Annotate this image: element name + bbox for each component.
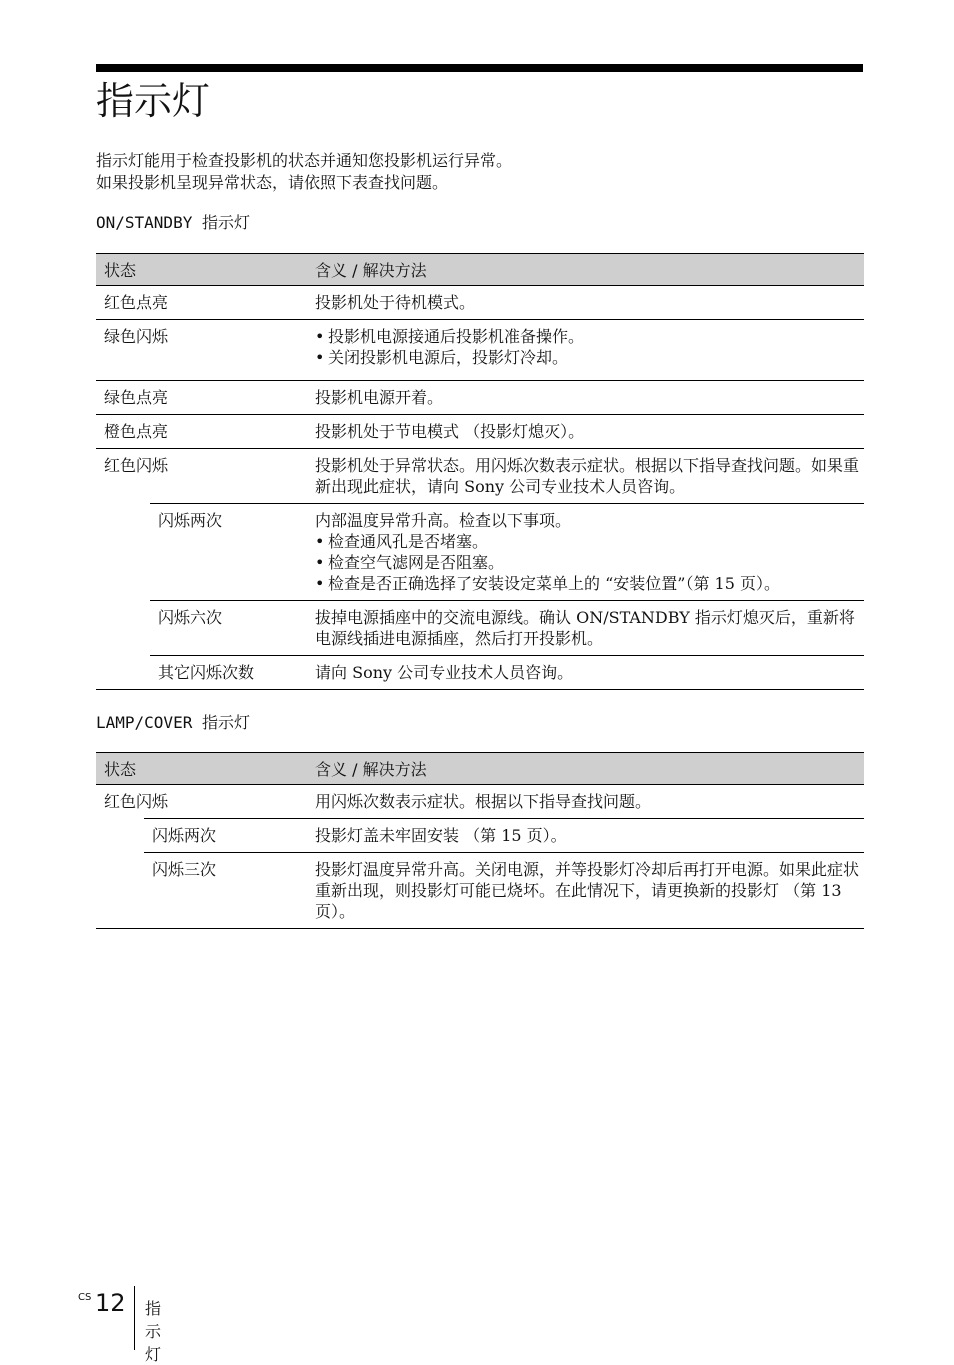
meaning-cell: 投影机电源开着。 [307, 381, 864, 415]
meaning-cell: 用闪烁次数表示症状。根据以下指导查找问题。 [315, 792, 652, 811]
table-subrow [96, 601, 864, 656]
table-subrow [96, 853, 864, 929]
meaning-cell: 投影灯盖未牢固安装 （第 15 页）。 [307, 819, 864, 853]
lamp-cover-label: LAMP/COVER 指示灯 [96, 713, 250, 732]
table-header-row [96, 753, 864, 785]
on-standby-label: ON/STANDBY 指示灯 [96, 213, 250, 232]
table-row [96, 785, 864, 819]
meaning-cell: 拔掉电源插座中的交流电源线。确认 ON/STANDBY 指示灯熄灭后，重新将电源线插进电源插座，然后打开投影机。 [307, 601, 864, 656]
meaning-cell: 请向 Sony 公司专业技术人员咨询。 [307, 656, 864, 690]
table-subrow [96, 819, 864, 853]
status-cell: 红色闪烁 [104, 792, 169, 811]
status-cell: 闪烁两次 [150, 504, 307, 601]
footer-section-title: 指示灯 [145, 1299, 162, 1364]
table-row [96, 320, 864, 381]
status-cell: 绿色点亮 [96, 381, 307, 415]
page-title: 指示灯 [96, 79, 211, 123]
indent-cell [96, 656, 150, 690]
meaning-cell: 投影机处于节电模式 （投影灯熄灭）。 [307, 415, 864, 449]
status-cell: 橙色点亮 [96, 415, 307, 449]
table-subrow [96, 504, 864, 601]
status-cell: 其它闪烁次数 [150, 656, 307, 690]
table-row [96, 449, 864, 504]
footer-divider [134, 1286, 135, 1350]
page-number: 12 [95, 1289, 126, 1317]
meaning-header: 含义 / 解决方法 [307, 254, 864, 286]
table-header-row [96, 254, 864, 286]
status-cell: 闪烁六次 [150, 601, 307, 656]
meaning-cell: 投影灯温度异常升高。关闭电源，并等投影灯冷却后再打开电源。如果此症状重新出现，则投影灯可能已烧坏。在此情况下，请更换新的投影灯 （第 13 页）。 [307, 853, 864, 929]
meaning-header: 含义 / 解决方法 [307, 753, 864, 785]
status-header: 状态 [96, 753, 307, 785]
indent-cell [96, 819, 144, 853]
language-code: CS [78, 1292, 92, 1303]
title-rule [96, 64, 863, 72]
table-subrow [96, 656, 864, 690]
intro-line: 指示灯能用于检查投影机的状态并通知您投影机运行异常。 [96, 151, 513, 170]
table-row [96, 286, 864, 320]
meaning-cell [307, 320, 864, 381]
table-row [96, 415, 864, 449]
bullet-item: • 投影机电源接通后投影机准备操作。 [315, 326, 860, 347]
indent-cell [96, 504, 150, 601]
meaning-cell: 投影机处于待机模式。 [315, 293, 476, 312]
status-cell: 红色闪烁 [96, 449, 307, 504]
bullet-item: • 检查空气滤网是否阻塞。 [315, 552, 860, 573]
meaning-cell: 投影机处于异常状态。用闪烁次数表示症状。根据以下指导查找问题。如果重新出现此症状，请向 Sony 公司专业技术人员咨询。 [307, 449, 864, 504]
lamp-cover-table [96, 752, 864, 929]
intro-line: 如果投影机呈现异常状态，请依照下表查找问题。 [96, 173, 449, 192]
status-cell: 闪烁两次 [144, 819, 307, 853]
on-standby-table [96, 253, 864, 690]
status-header: 状态 [96, 254, 307, 286]
intro-text [96, 150, 512, 194]
status-cell: 红色点亮 [104, 293, 169, 312]
bullet-item: • 检查是否正确选择了安装设定菜单上的 “安装位置”（第 15 页）。 [315, 573, 860, 594]
bullet-item: • 检查通风孔是否堵塞。 [315, 531, 860, 552]
meaning-cell [307, 504, 864, 601]
status-cell: 绿色闪烁 [96, 320, 307, 381]
table-row [96, 381, 864, 415]
indent-cell [96, 853, 144, 929]
meaning-text: 内部温度异常升高。检查以下事项。 [315, 511, 572, 530]
bullet-item: • 关闭投影机电源后，投影灯冷却。 [315, 347, 860, 368]
indent-cell [96, 601, 150, 656]
status-cell: 闪烁三次 [144, 853, 307, 929]
